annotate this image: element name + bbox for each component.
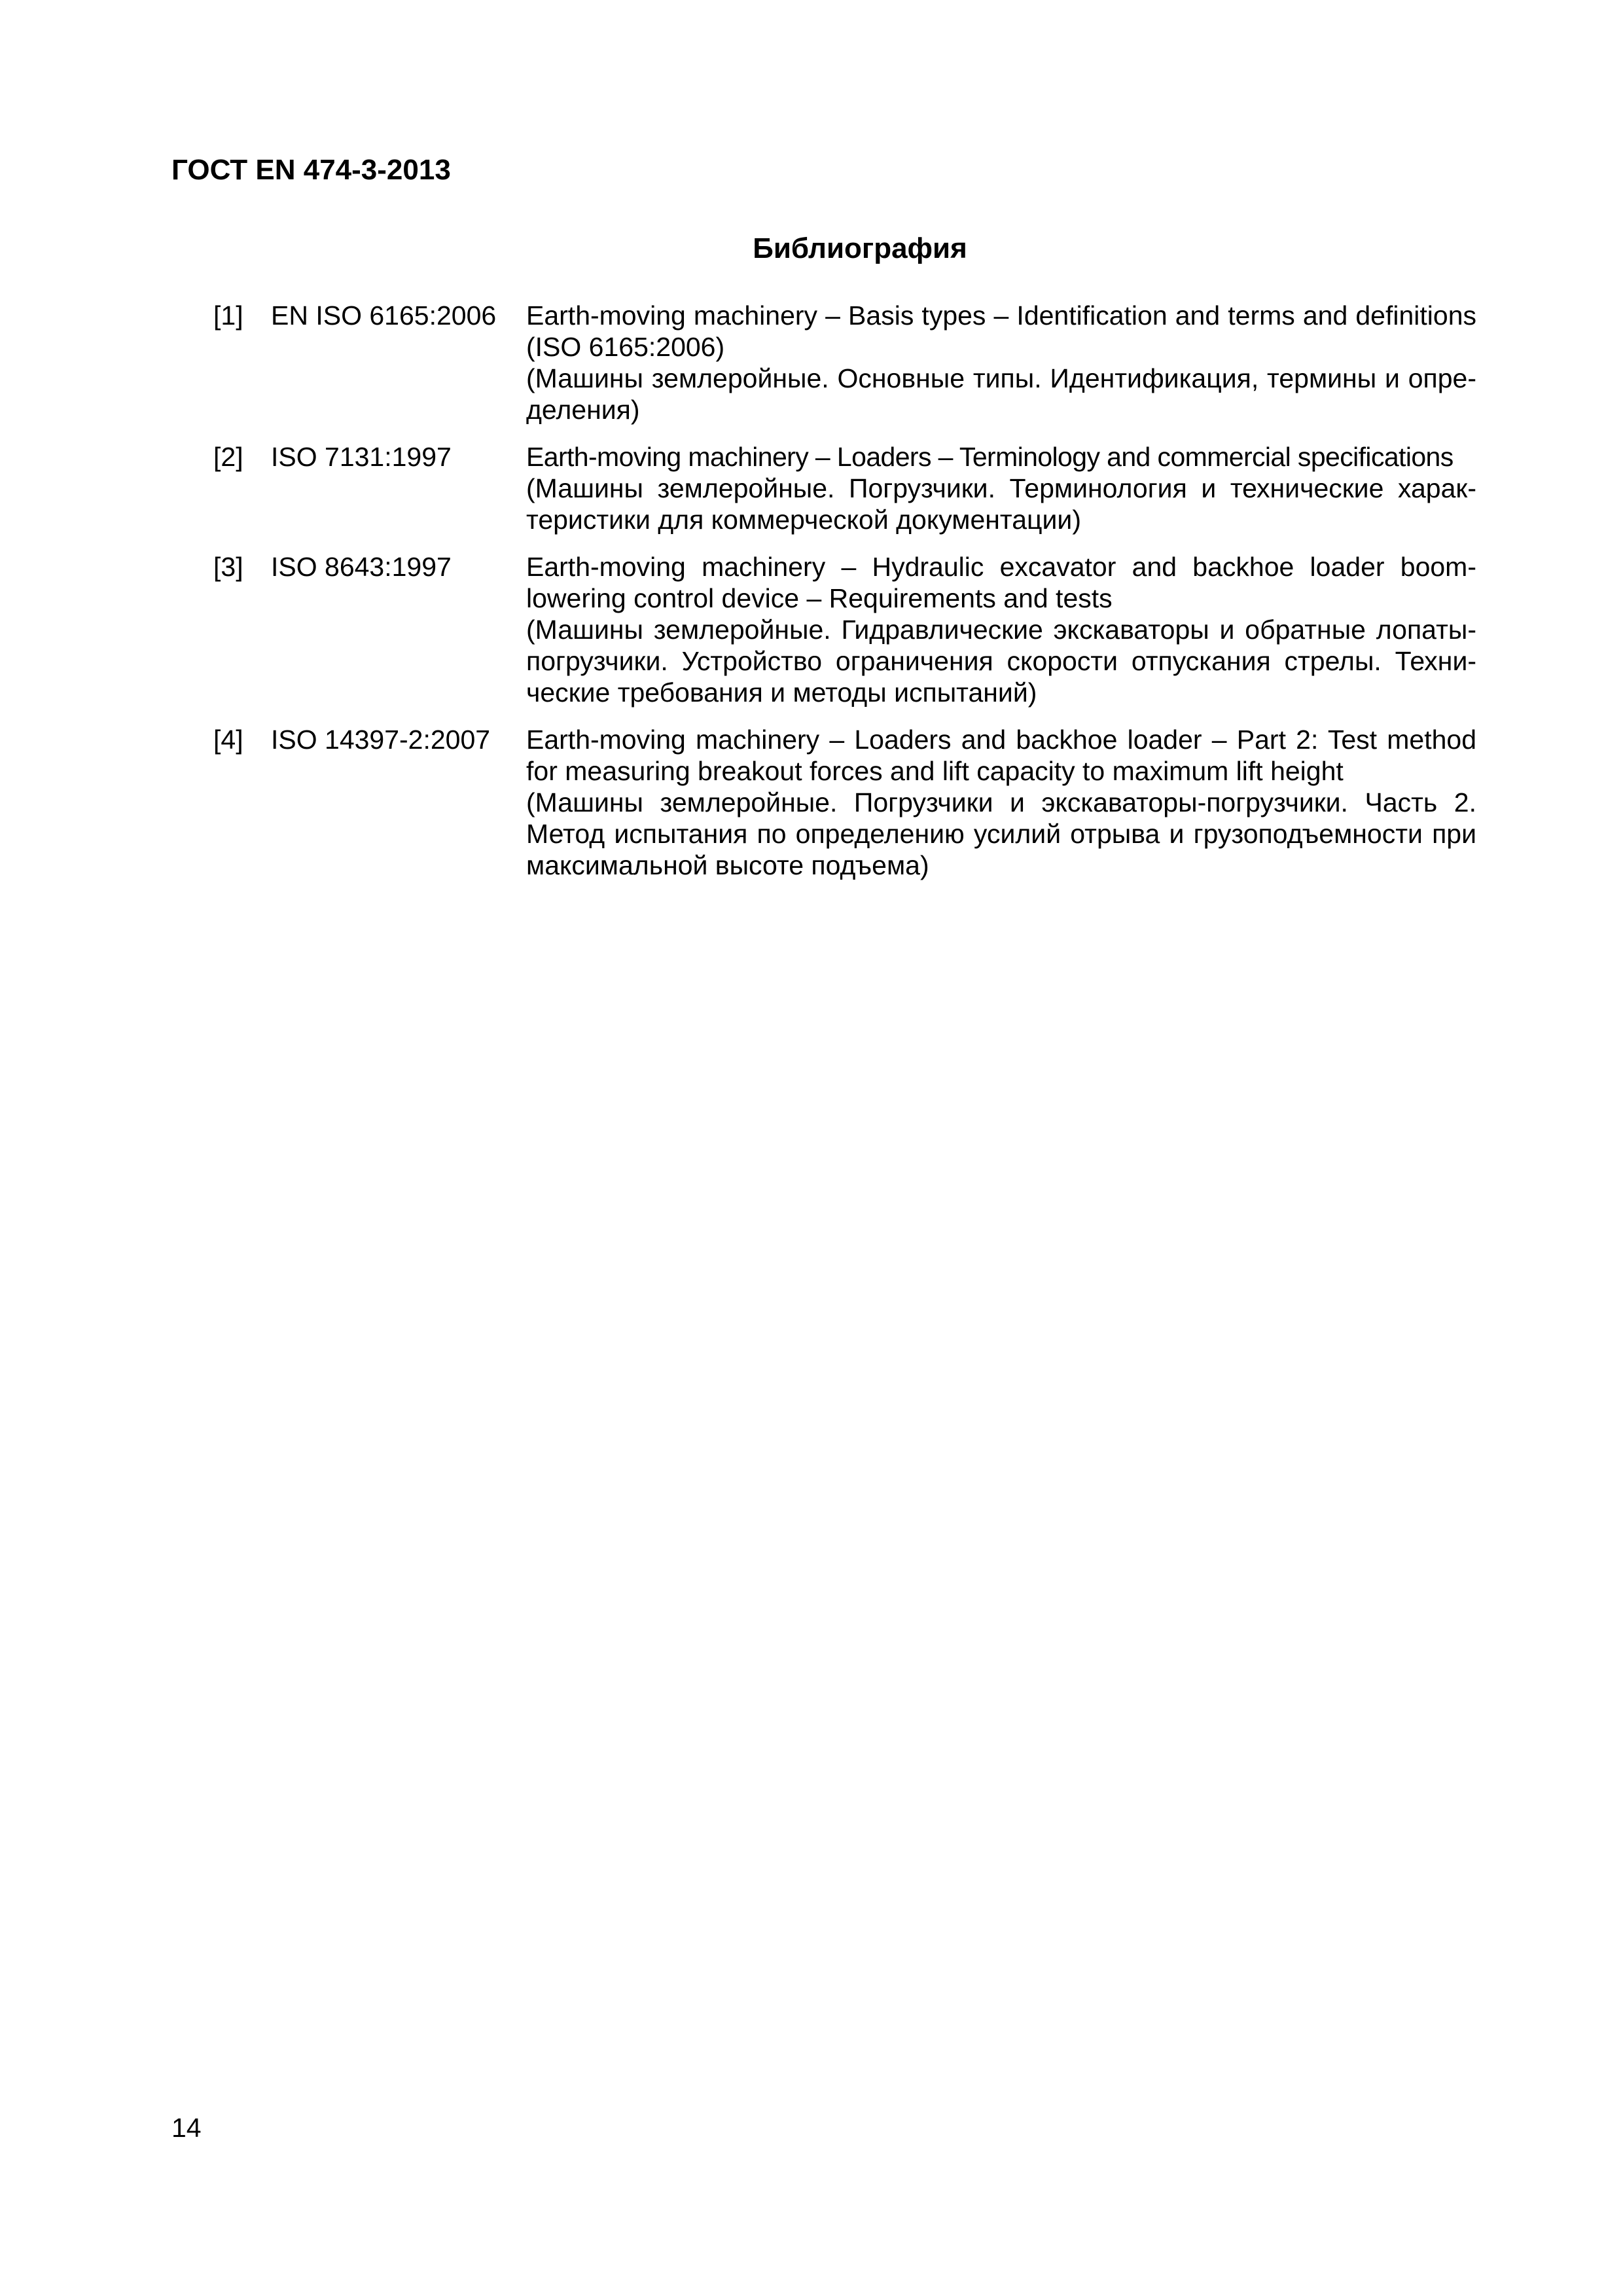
entry-title-ru: (Машины землеройные. Основные типы. Идентификация, термины и определения) bbox=[526, 363, 1476, 425]
entry-description bbox=[526, 300, 1476, 425]
entry-number: [2] bbox=[213, 442, 243, 472]
entry-title-ru: (Машины землеройные. Погрузчики и экскаваторы-погрузчики. Часть 2. Метод испытания по определению усилий отрыва и грузоподъемности при максимальной высоте подъема) bbox=[526, 787, 1476, 880]
page-number: 14 bbox=[171, 2113, 202, 2143]
standard-code-header: ГОСТ EN 474-3-2013 bbox=[171, 154, 451, 186]
entry-title-en: Earth-moving machinery – Loaders – Terminology and commercial specifications bbox=[526, 442, 1454, 472]
bibliography-entry-4 bbox=[213, 724, 1476, 881]
bibliography-entry-1 bbox=[213, 300, 1476, 425]
bibliography-list bbox=[213, 300, 1476, 897]
bibliography-title: Библиография bbox=[753, 232, 967, 264]
entry-standard-code: ISO 8643:1997 bbox=[271, 552, 452, 582]
entry-description bbox=[526, 724, 1476, 881]
entry-title-en: Earth-moving machinery – Basis types – Identification and terms and definitions (ISO 6165:2006) bbox=[526, 300, 1476, 362]
entry-title-ru: (Машины землеройные. Погрузчики. Терминология и технические характеристики для коммерческой документации) bbox=[526, 473, 1476, 535]
entry-number: [3] bbox=[213, 552, 243, 582]
entry-number: [1] bbox=[213, 300, 243, 331]
entry-standard-code: ISO 7131:1997 bbox=[271, 442, 452, 472]
entry-description bbox=[526, 441, 1476, 535]
entry-title-en: Earth-moving machinery – Hydraulic excavator and backhoe loader boom-lowering control device – Requirements and tests bbox=[526, 552, 1476, 613]
bibliography-entry-3 bbox=[213, 551, 1476, 708]
entry-description bbox=[526, 551, 1476, 708]
entry-number: [4] bbox=[213, 725, 243, 755]
entry-title-en: Earth-moving machinery – Loaders and backhoe loader – Part 2: Test method for measuring breakout forces and lift capacity to maximum lift height bbox=[526, 725, 1476, 786]
entry-standard-code: EN ISO 6165:2006 bbox=[271, 300, 497, 331]
entry-standard-code: ISO 14397-2:2007 bbox=[271, 725, 491, 755]
bibliography-entry-2 bbox=[213, 441, 1476, 535]
entry-title-ru: (Машины землеройные. Гидравлические экскаваторы и обратные лопаты-погрузчики. Устройство ограничения скорости отпускания стрелы. Технические требования и методы испытаний) bbox=[526, 615, 1476, 708]
